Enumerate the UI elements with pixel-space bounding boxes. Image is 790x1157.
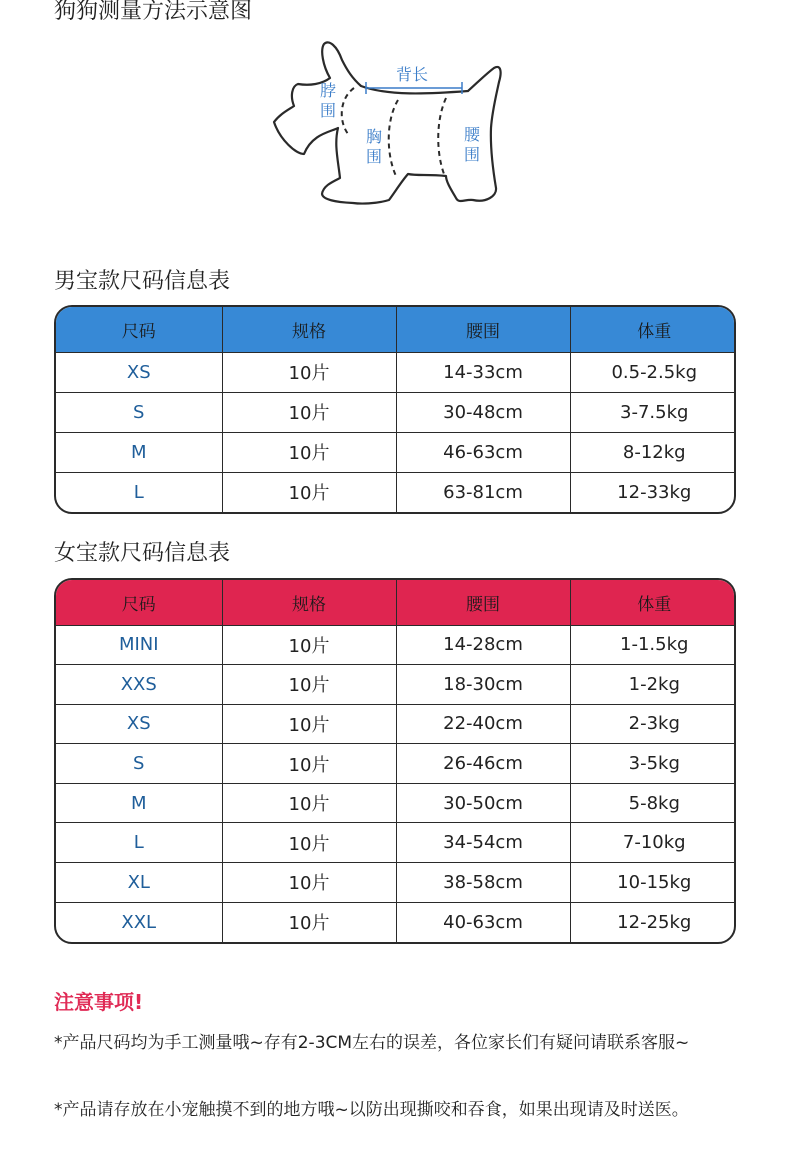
size-cell: L [56, 823, 222, 863]
spec-cell: 10片 [222, 392, 396, 432]
waist-cell: 14-33cm [396, 352, 570, 392]
neck-label-1: 脖 [320, 81, 337, 100]
weight-cell: 3-7.5kg [570, 392, 736, 432]
table-row [56, 392, 736, 432]
table-row [56, 744, 736, 784]
table-row [56, 902, 736, 942]
waist-label-2: 围 [464, 145, 481, 164]
diagram-title: 狗狗测量方法示意图 [54, 0, 253, 24]
size-cell: S [56, 744, 222, 784]
notice-item: *产品请存放在小宠触摸不到的地方哦~以防出现撕咬和吞食，如果出现请及时送医。 [54, 1100, 689, 1120]
dog-outline [274, 42, 501, 203]
size-cell: XS [56, 704, 222, 744]
size-cell: M [56, 432, 222, 472]
female-size-table [54, 578, 736, 944]
waist-cell: 46-63cm [396, 432, 570, 472]
back-length-label: 背长 [396, 65, 429, 84]
table-row [56, 863, 736, 903]
header-weight: 体重 [570, 580, 736, 625]
chest-dashed-line [389, 100, 398, 176]
header-waist: 腰围 [396, 307, 570, 352]
header-spec: 规格 [222, 580, 396, 625]
notice-title: 注意事项! [54, 990, 144, 1014]
table-row [56, 704, 736, 744]
table-row [56, 352, 736, 392]
weight-cell: 7-10kg [570, 823, 736, 863]
neck-label-2: 围 [320, 101, 337, 120]
waist-cell: 34-54cm [396, 823, 570, 863]
male-table-title: 男宝款尺码信息表 [54, 269, 231, 294]
spec-cell: 10片 [222, 783, 396, 823]
size-cell: XXL [56, 902, 222, 942]
spec-cell: 10片 [222, 704, 396, 744]
weight-cell: 2-3kg [570, 704, 736, 744]
table-row [56, 472, 736, 512]
weight-cell: 1-1.5kg [570, 625, 736, 665]
waist-dashed-line [438, 98, 446, 174]
header-size: 尺码 [56, 307, 222, 352]
spec-cell: 10片 [222, 823, 396, 863]
spec-cell: 10片 [222, 432, 396, 472]
waist-cell: 26-46cm [396, 744, 570, 784]
waist-cell: 30-48cm [396, 392, 570, 432]
spec-cell: 10片 [222, 744, 396, 784]
weight-cell: 0.5-2.5kg [570, 352, 736, 392]
size-cell: S [56, 392, 222, 432]
waist-cell: 40-63cm [396, 902, 570, 942]
weight-cell: 1-2kg [570, 665, 736, 705]
spec-cell: 10片 [222, 352, 396, 392]
size-cell: M [56, 783, 222, 823]
table-header-row [56, 580, 736, 625]
weight-cell: 10-15kg [570, 863, 736, 903]
waist-cell: 38-58cm [396, 863, 570, 903]
waist-cell: 14-28cm [396, 625, 570, 665]
waist-cell: 30-50cm [396, 783, 570, 823]
spec-cell: 10片 [222, 665, 396, 705]
notice-item: *产品尺码均为手工测量哦~存有2-3CM左右的误差，各位家长们有疑问请联系客服~ [54, 1033, 690, 1053]
header-waist: 腰围 [396, 580, 570, 625]
size-cell: MINI [56, 625, 222, 665]
weight-cell: 8-12kg [570, 432, 736, 472]
table-header-row [56, 307, 736, 352]
dog-measurement-diagram [268, 36, 518, 216]
waist-cell: 63-81cm [396, 472, 570, 512]
female-table-title: 女宝款尺码信息表 [54, 541, 231, 566]
chest-label-1: 胸 [366, 127, 383, 146]
spec-cell: 10片 [222, 472, 396, 512]
header-spec: 规格 [222, 307, 396, 352]
weight-cell: 3-5kg [570, 744, 736, 784]
neck-dashed-line [342, 88, 354, 134]
spec-cell: 10片 [222, 625, 396, 665]
spec-cell: 10片 [222, 863, 396, 903]
size-cell: XS [56, 352, 222, 392]
waist-cell: 22-40cm [396, 704, 570, 744]
table-row [56, 823, 736, 863]
chest-label-2: 围 [366, 147, 383, 166]
waist-label-1: 腰 [464, 125, 481, 144]
weight-cell: 5-8kg [570, 783, 736, 823]
table-row [56, 665, 736, 705]
table-row [56, 432, 736, 472]
header-weight: 体重 [570, 307, 736, 352]
header-size: 尺码 [56, 580, 222, 625]
weight-cell: 12-25kg [617, 911, 692, 933]
table-row [56, 783, 736, 823]
size-cell: XL [56, 863, 222, 903]
size-cell: L [56, 472, 222, 512]
weight-cell: 12-33kg [617, 481, 692, 503]
table-row [56, 625, 736, 665]
spec-cell: 10片 [222, 902, 396, 942]
waist-cell: 18-30cm [396, 665, 570, 705]
male-size-table [54, 305, 736, 514]
size-cell: XXS [56, 665, 222, 705]
